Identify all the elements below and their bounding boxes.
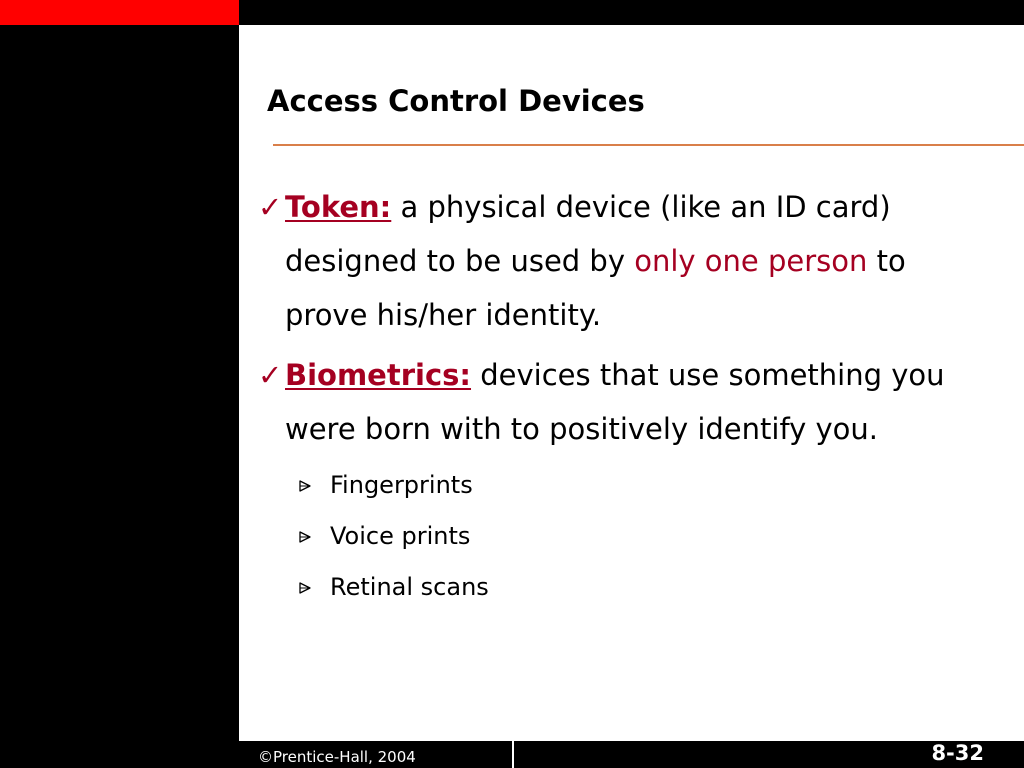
- red-corner-block: [0, 0, 239, 25]
- token-emphasis: only one person: [634, 244, 868, 278]
- token-text-before: a physical device (like an ID card) designed to be used by: [285, 190, 891, 278]
- slide-title: Access Control Devices: [267, 84, 645, 118]
- bullet-token: [258, 180, 978, 342]
- sub-item-label: Retinal scans: [330, 573, 489, 601]
- sub-item-retinal-scans: [298, 562, 978, 613]
- term-token: Token:: [285, 190, 392, 224]
- top-bar: [239, 0, 1024, 25]
- title-rule: [273, 144, 1024, 146]
- bullet-biometrics: [258, 348, 978, 456]
- sub-item-label: Voice prints: [330, 522, 471, 550]
- copyright-text: ©Prentice-Hall, 2004: [258, 748, 416, 766]
- arrow-bullet-icon: [298, 581, 312, 595]
- arrow-bullet-icon: [298, 530, 312, 544]
- biometrics-sub-list: [258, 460, 978, 613]
- sub-item-voice-prints: [298, 511, 978, 562]
- left-bar: [0, 25, 239, 768]
- biometrics-text: devices that use something you were born with to positively identify you.: [285, 358, 945, 446]
- sub-item-label: Fingerprints: [330, 471, 473, 499]
- slide-number: 8-32: [931, 741, 984, 765]
- check-icon: ✓: [258, 358, 283, 392]
- check-icon: ✓: [258, 190, 283, 224]
- arrow-bullet-icon: [298, 479, 312, 493]
- token-text-after: to prove his/her identity.: [285, 244, 906, 332]
- footer-divider: [512, 741, 514, 768]
- term-biometrics: Biometrics:: [285, 358, 472, 392]
- slide-content: [258, 180, 978, 613]
- sub-item-fingerprints: [298, 460, 978, 511]
